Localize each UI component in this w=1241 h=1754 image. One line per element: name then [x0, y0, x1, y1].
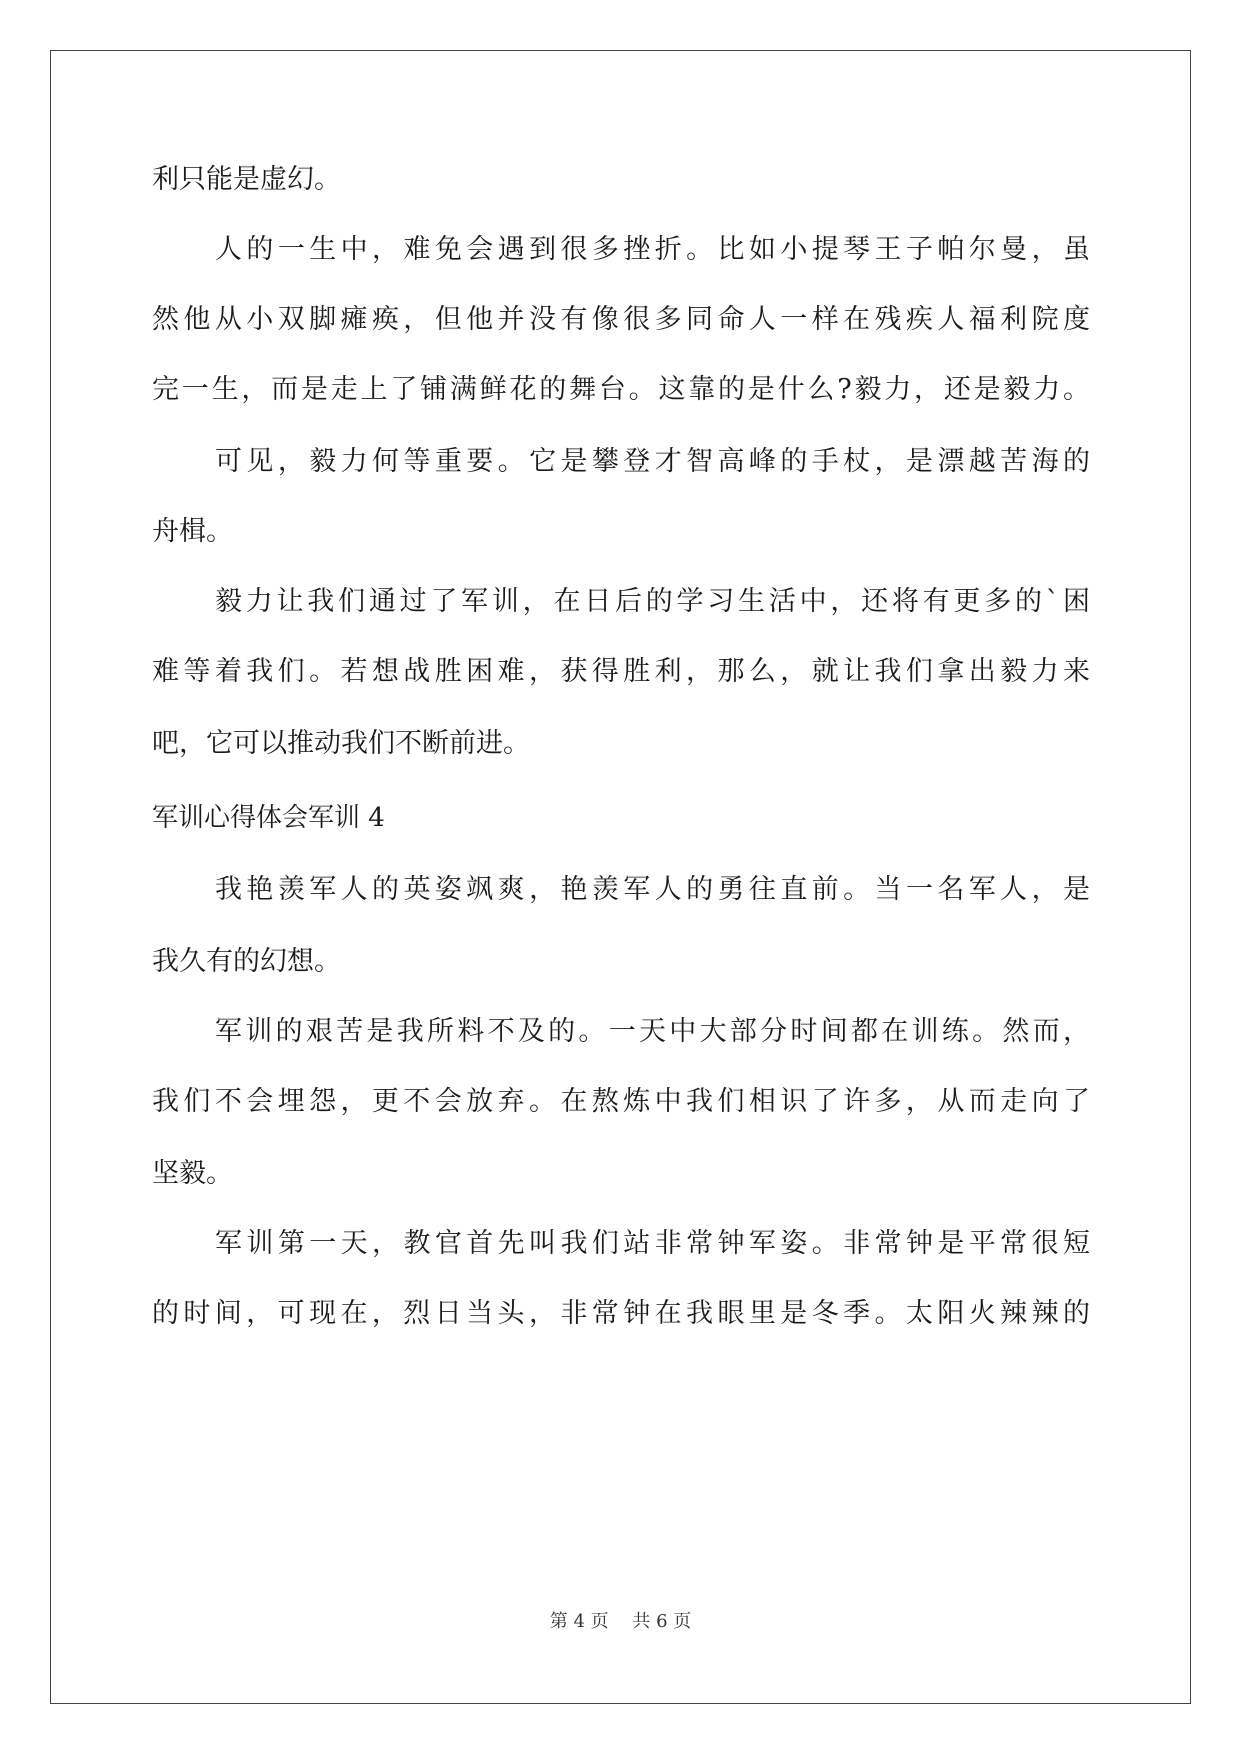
paragraph-line: 然他从小双脚瘫痪，但他并没有像很多同命人一样在残疾人福利院度 — [152, 304, 1090, 335]
section-heading: 军训心得体会军训 4 — [152, 803, 385, 833]
paragraph-line: 吧，它可以推动我们不断前进。 — [152, 728, 530, 759]
paragraph-line: 我久有的幻想。 — [152, 946, 341, 977]
paragraph-line: 军训的艰苦是我所料不及的。一天中大部分时间都在训练。然而， — [215, 1016, 1090, 1047]
paragraph-line: 人的一生中，难免会遇到很多挫折。比如小提琴王子帕尔曼，虽 — [215, 234, 1090, 265]
paragraph-line: 毅力让我们通过了军训，在日后的学习生活中，还将有更多的`困 — [215, 586, 1090, 617]
paragraph-line: 坚毅。 — [152, 1158, 233, 1189]
paragraph-line: 我们不会埋怨，更不会放弃。在熬炼中我们相识了许多，从而走向了 — [152, 1086, 1090, 1117]
paragraph-line: 可见，毅力何等重要。它是攀登才智高峰的手杖，是漂越苦海的 — [215, 446, 1090, 477]
paragraph-line: 利只能是虚幻。 — [152, 164, 341, 195]
paragraph-line: 军训第一天，教官首先叫我们站非常钟军姿。非常钟是平常很短 — [215, 1228, 1090, 1259]
paragraph-line: 完一生，而是走上了铺满鲜花的舞台。这靠的是什么?毅力，还是毅力。 — [152, 374, 1090, 405]
paragraph-line: 我艳羡军人的英姿飒爽，艳羡军人的勇往直前。当一名军人，是 — [215, 874, 1090, 905]
paragraph-line: 舟楫。 — [152, 516, 233, 547]
paragraph-line: 的时间，可现在，烈日当头，非常钟在我眼里是冬季。太阳火辣辣的 — [152, 1298, 1090, 1329]
paragraph-line: 难等着我们。若想战胜困难，获得胜利，那么，就让我们拿出毅力来 — [152, 656, 1090, 687]
page-number-footer: 第 4 页 共 6 页 — [549, 1611, 692, 1632]
